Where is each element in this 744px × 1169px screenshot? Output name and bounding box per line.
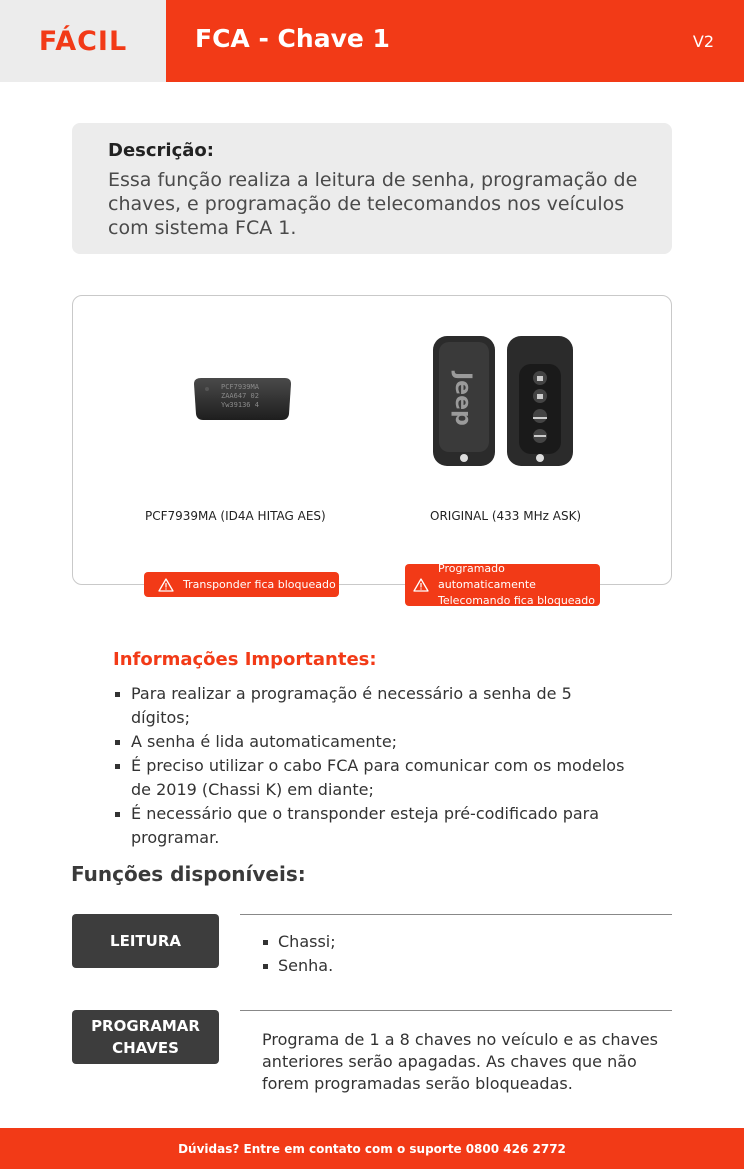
chip-text-1: PCF7939MA xyxy=(221,383,259,391)
divider xyxy=(240,914,672,915)
support-phone[interactable]: 0800 426 2772 xyxy=(465,1141,566,1156)
divider xyxy=(240,1010,672,1011)
product-label-remote: ORIGINAL (433 MHz ASK) xyxy=(430,509,582,523)
footer xyxy=(0,1128,744,1169)
leitura-item: Chassi; xyxy=(262,930,336,954)
info-list xyxy=(113,682,633,850)
info-item: É preciso utilizar o cabo FCA para comunicar com os modelos de 2019 (Chassi K) em diante; xyxy=(113,754,633,802)
transponder-chip-image xyxy=(193,374,293,424)
warning-badge-transponder xyxy=(144,572,339,597)
page-title: FCA - Chave 1 xyxy=(195,24,390,53)
leitura-button[interactable]: LEITURA xyxy=(72,914,219,968)
leitura-item: Senha. xyxy=(262,954,336,978)
description-label: Descrição: xyxy=(108,140,214,161)
warning-text-line-1: Programado automaticamente xyxy=(438,562,536,591)
footer-text: Dúvidas? Entre em contato com o suporte xyxy=(178,1141,462,1156)
logo: FÁCIL xyxy=(38,25,128,57)
product-panel xyxy=(72,295,672,585)
logo-box xyxy=(0,0,166,82)
chip-text-3: Yw39136 4 xyxy=(221,401,259,409)
chip-text-2: ZAA647 02 xyxy=(221,392,259,400)
product-label-transponder: PCF7939MA (ID4A HITAG AES) xyxy=(145,509,326,523)
description-text: Essa função realiza a leitura de senha, programação de chaves, e programação de telecomandos nos veículos com sistema FCA 1. xyxy=(108,169,638,239)
warning-text-line-2: Telecomando fica bloqueado xyxy=(438,594,596,607)
functions-title: Funções disponíveis: xyxy=(71,862,306,886)
warning-icon xyxy=(158,578,174,592)
description-box xyxy=(72,123,672,254)
leitura-list xyxy=(262,930,336,978)
info-item: A senha é lida automaticamente; xyxy=(113,730,633,754)
warning-badge-remote xyxy=(405,564,600,606)
brand-logo: Jeep xyxy=(450,372,475,426)
info-item: Para realizar a programação é necessário a senha de 5 dígitos; xyxy=(113,682,633,730)
info-item: É necessário que o transponder esteja pré-codificado para programar. xyxy=(113,802,633,850)
header xyxy=(0,0,744,82)
version-label: V2 xyxy=(692,32,714,51)
warning-text: Transponder fica bloqueado xyxy=(183,577,336,591)
title-bar xyxy=(166,0,744,82)
warning-icon xyxy=(413,578,429,592)
programar-description: Programa de 1 a 8 chaves no veículo e as chaves anteriores serão apagadas. As chaves que não forem programadas serão bloqueadas. xyxy=(262,1030,658,1093)
programar-chaves-button[interactable]: PROGRAMAR CHAVES xyxy=(72,1010,219,1064)
info-title: Informações Importantes: xyxy=(113,649,377,670)
remote-key-image xyxy=(431,334,576,470)
